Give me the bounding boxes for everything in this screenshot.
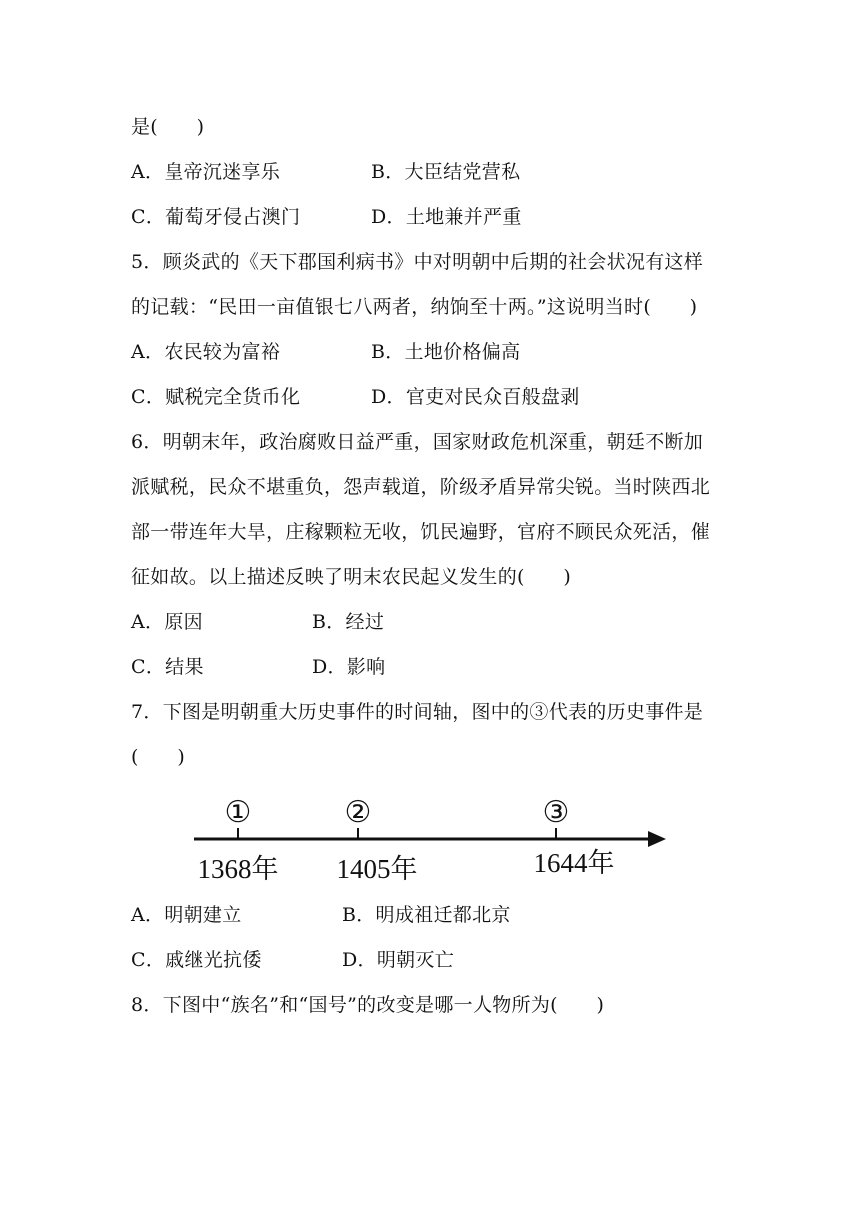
q5-option-b: B．土地价格偏高 [371,341,521,363]
timeline-symbol-2: ② [344,795,372,830]
timeline-year-1: 1368年 [197,854,279,884]
q5-option-c: C．赋税完全货币化 [131,386,301,408]
q4-stem-tail: 是( ) [131,116,205,138]
q6-option-b: B．经过 [312,611,385,633]
q5-option-d: D．官吏对民众百般盘剥 [371,386,580,408]
q7-option-c: C．戚继光抗倭 [131,949,262,971]
timeline-year-3: 1644年 [533,848,615,878]
q6-stem-line1: 6．明朝末年，政治腐败日益严重，国家财政危机深重，朝廷不断加 [131,431,704,453]
q5-stem-line2: 的记载：“民田一亩值银七八两者，纳饷至十两。”这说明当时( ) [131,296,698,318]
timeline-year-2: 1405年 [336,854,418,884]
timeline-symbol-1: ① [224,795,252,830]
timeline-symbol-3: ③ [542,795,570,830]
q4-option-d: D．土地兼并严重 [371,206,522,228]
q6-stem-line3: 部一带连年大旱，庄稼颗粒无收，饥民遍野，官府不顾民众死活，催 [131,521,711,543]
q5-option-a: A．农民较为富裕 [131,341,281,363]
q4-option-b: B．大臣结党营私 [371,161,521,183]
q4-option-c: C．葡萄牙侵占澳门 [131,206,301,228]
ming-timeline-figure [190,792,670,892]
q7-option-d: D．明朝灭亡 [342,949,455,971]
q6-option-a: A．原因 [131,611,203,633]
q7-stem-line2: ( ) [131,746,186,768]
q6-stem-line2: 派赋税，民众不堪重负，怨声载道，阶级矛盾异常尖锐。当时陕西北 [131,476,711,498]
q8-stem-line1: 8．下图中“族名”和“国号”的改变是哪一人物所为( ) [131,994,605,1016]
timeline-arrowhead [648,831,666,847]
q6-option-c: C．结果 [131,656,204,678]
q6-stem-line4: 征如故。以上描述反映了明末农民起义发生的( ) [131,566,572,588]
q5-stem-line1: 5．顾炎武的《天下郡国利病书》中对明朝中后期的社会状况有这样 [131,251,704,273]
timeline-marker-3 [534,795,615,878]
q7-stem-line1: 7．下图是明朝重大历史事件的时间轴，图中的③代表的历史事件是 [131,701,704,723]
q7-option-a: A．明朝建立 [131,904,242,926]
q7-option-b: B．明成祖迁都北京 [342,904,511,926]
q6-option-d: D．影响 [312,656,386,678]
q4-option-a: A．皇帝沉迷享乐 [131,161,281,183]
